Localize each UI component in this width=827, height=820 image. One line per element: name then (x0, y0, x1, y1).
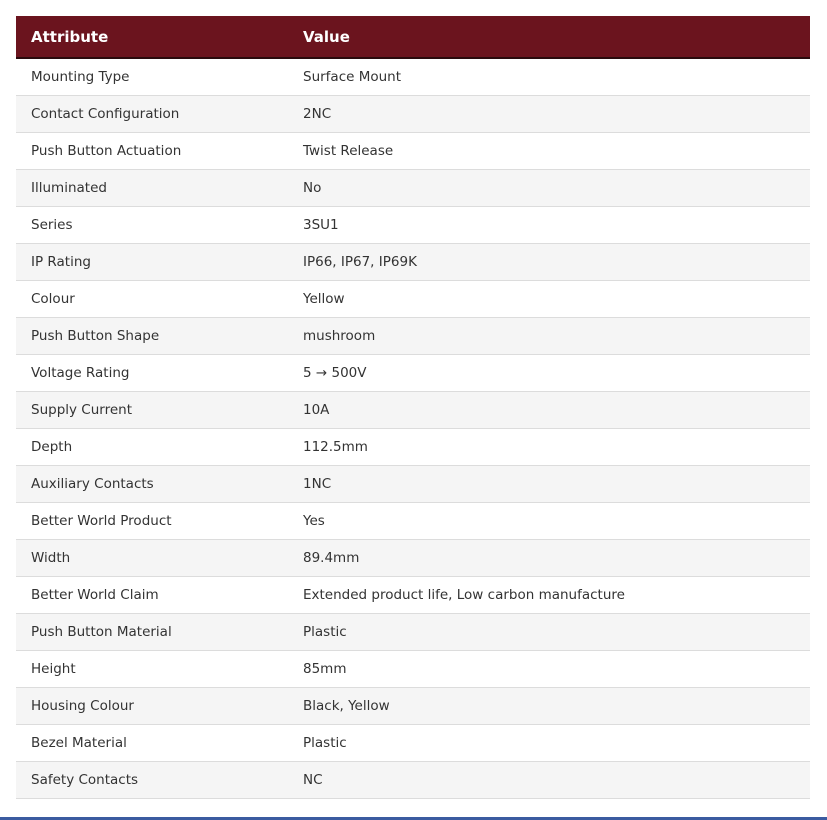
table-header (16, 16, 810, 58)
table-row (16, 761, 810, 798)
value-cell: Plastic (288, 724, 810, 761)
attribute-cell: Auxiliary Contacts (16, 465, 288, 502)
table-row (16, 317, 810, 354)
table-row (16, 650, 810, 687)
table-row (16, 354, 810, 391)
specifications-table (16, 16, 810, 799)
table-row (16, 58, 810, 95)
attribute-cell: Mounting Type (16, 58, 288, 95)
spec-table-container (16, 16, 810, 799)
value-cell: No (288, 169, 810, 206)
value-cell: Twist Release (288, 132, 810, 169)
table-row (16, 391, 810, 428)
value-cell: Black, Yellow (288, 687, 810, 724)
header-attribute: Attribute (16, 16, 288, 58)
value-cell: Extended product life, Low carbon manufacture (288, 576, 810, 613)
attribute-cell: Push Button Shape (16, 317, 288, 354)
attribute-cell: Better World Product (16, 502, 288, 539)
value-cell: Yellow (288, 280, 810, 317)
attribute-cell: Contact Configuration (16, 95, 288, 132)
attribute-cell: Depth (16, 428, 288, 465)
table-row (16, 280, 810, 317)
attribute-cell: Push Button Material (16, 613, 288, 650)
value-cell: 2NC (288, 95, 810, 132)
table-row (16, 206, 810, 243)
table-row (16, 539, 810, 576)
attribute-cell: Housing Colour (16, 687, 288, 724)
table-row (16, 169, 810, 206)
table-row (16, 613, 810, 650)
value-cell: IP66, IP67, IP69K (288, 243, 810, 280)
attribute-cell: Colour (16, 280, 288, 317)
value-cell: NC (288, 761, 810, 798)
value-cell: 10A (288, 391, 810, 428)
table-row (16, 132, 810, 169)
value-cell: 89.4mm (288, 539, 810, 576)
attribute-cell: Series (16, 206, 288, 243)
value-cell: mushroom (288, 317, 810, 354)
attribute-cell: Bezel Material (16, 724, 288, 761)
value-cell: 3SU1 (288, 206, 810, 243)
table-row (16, 428, 810, 465)
header-value: Value (288, 16, 810, 58)
attribute-cell: Better World Claim (16, 576, 288, 613)
table-row (16, 502, 810, 539)
value-cell: Yes (288, 502, 810, 539)
attribute-cell: IP Rating (16, 243, 288, 280)
header-row (16, 16, 810, 58)
table-body (16, 58, 810, 798)
value-cell: 85mm (288, 650, 810, 687)
table-row (16, 576, 810, 613)
value-cell: Surface Mount (288, 58, 810, 95)
attribute-cell: Height (16, 650, 288, 687)
table-row (16, 724, 810, 761)
attribute-cell: Supply Current (16, 391, 288, 428)
table-row (16, 95, 810, 132)
value-cell: 5 → 500V (288, 354, 810, 391)
attribute-cell: Illuminated (16, 169, 288, 206)
value-cell: 112.5mm (288, 428, 810, 465)
table-row (16, 687, 810, 724)
table-row (16, 465, 810, 502)
attribute-cell: Voltage Rating (16, 354, 288, 391)
attribute-cell: Push Button Actuation (16, 132, 288, 169)
value-cell: 1NC (288, 465, 810, 502)
attribute-cell: Safety Contacts (16, 761, 288, 798)
table-row (16, 243, 810, 280)
value-cell: Plastic (288, 613, 810, 650)
attribute-cell: Width (16, 539, 288, 576)
